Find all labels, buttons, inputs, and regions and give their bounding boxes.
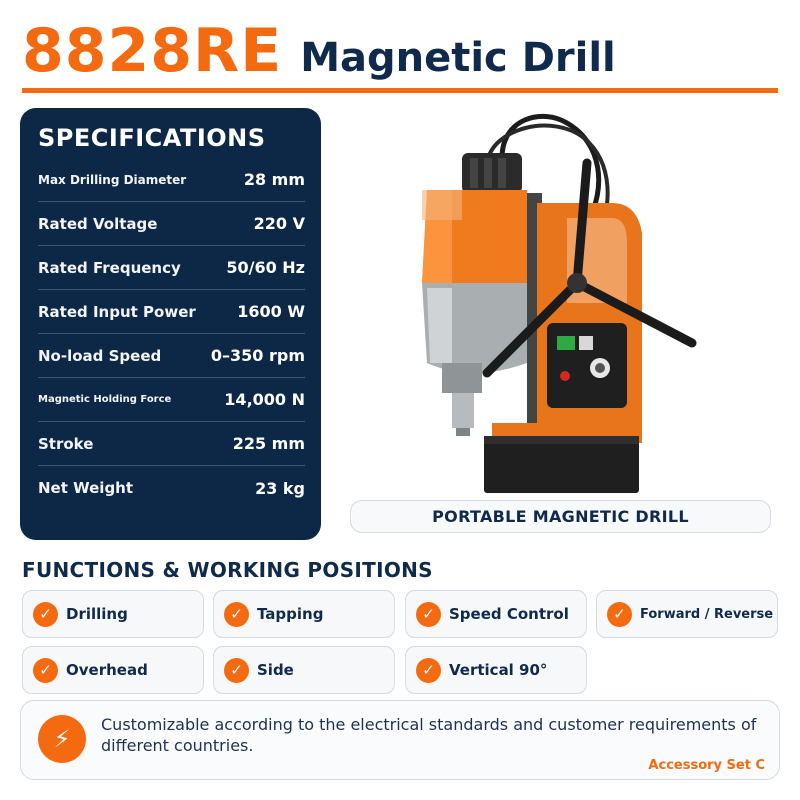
model-number: 8828RE bbox=[22, 16, 283, 86]
check-icon: ✓ bbox=[607, 602, 632, 627]
spec-row bbox=[38, 466, 305, 510]
function-label: Drilling bbox=[66, 605, 128, 623]
function-label: Side bbox=[257, 661, 294, 679]
function-label: Speed Control bbox=[449, 605, 569, 623]
spec-label: No-load Speed bbox=[38, 346, 162, 365]
spec-value: 28 mm bbox=[243, 170, 305, 189]
spec-value: 14,000 N bbox=[224, 390, 305, 409]
spec-row bbox=[38, 202, 305, 246]
accessory-tag: Accessory Set C bbox=[648, 758, 765, 773]
function-label: Overhead bbox=[66, 661, 148, 679]
function-chip-forward-reverse bbox=[596, 590, 778, 638]
header-divider bbox=[22, 88, 778, 93]
function-chip-tapping bbox=[213, 590, 395, 638]
check-icon: ✓ bbox=[416, 602, 441, 627]
spec-row bbox=[38, 158, 305, 202]
spec-label: Magnetic Holding Force bbox=[38, 394, 172, 405]
function-chip-vertical-90 bbox=[405, 646, 587, 694]
spec-label: Rated Input Power bbox=[38, 302, 196, 321]
spec-label: Max Drilling Diameter bbox=[38, 172, 187, 187]
customization-note bbox=[20, 700, 780, 780]
function-chip-overhead bbox=[22, 646, 204, 694]
product-image bbox=[352, 108, 772, 498]
specifications-title: SPECIFICATIONS bbox=[38, 124, 266, 152]
spec-value: 23 kg bbox=[255, 478, 305, 498]
function-label: Tapping bbox=[257, 605, 324, 623]
page-title: Magnetic Drill bbox=[300, 35, 616, 81]
spec-row bbox=[38, 290, 305, 334]
spec-row bbox=[38, 422, 305, 466]
check-icon: ✓ bbox=[224, 602, 249, 627]
function-chip-speed-control bbox=[405, 590, 587, 638]
spec-value: 0–350 rpm bbox=[210, 346, 305, 365]
check-icon: ✓ bbox=[33, 658, 58, 683]
spec-label: Rated Frequency bbox=[38, 258, 181, 277]
spec-value: 225 mm bbox=[232, 434, 305, 453]
page-header bbox=[22, 18, 616, 91]
check-icon: ✓ bbox=[416, 658, 441, 683]
spec-row bbox=[38, 378, 305, 422]
spec-value: 220 V bbox=[253, 214, 305, 233]
function-chip-drilling bbox=[22, 590, 204, 638]
specifications-panel bbox=[20, 108, 321, 540]
magnetic-drill-illustration bbox=[352, 108, 772, 498]
functions-title: FUNCTIONS & WORKING POSITIONS bbox=[22, 558, 433, 582]
function-label: Forward / Reverse bbox=[640, 606, 774, 622]
function-chip-side bbox=[213, 646, 395, 694]
spec-label: Net Weight bbox=[38, 479, 134, 497]
spec-label: Rated Voltage bbox=[38, 214, 158, 233]
check-icon: ✓ bbox=[224, 658, 249, 683]
product-caption: PORTABLE MAGNETIC DRILL bbox=[350, 500, 771, 533]
spec-row bbox=[38, 246, 305, 290]
function-label: Vertical 90° bbox=[449, 661, 548, 679]
lightning-icon: ⚡ bbox=[38, 715, 86, 763]
note-text: Customizable according to the electrical standards and customer requirements of different countries. bbox=[101, 715, 757, 755]
spec-label: Stroke bbox=[38, 434, 94, 453]
check-icon: ✓ bbox=[33, 602, 58, 627]
spec-row bbox=[38, 334, 305, 378]
spec-value: 1600 W bbox=[237, 302, 305, 321]
spec-value: 50/60 Hz bbox=[226, 258, 305, 277]
